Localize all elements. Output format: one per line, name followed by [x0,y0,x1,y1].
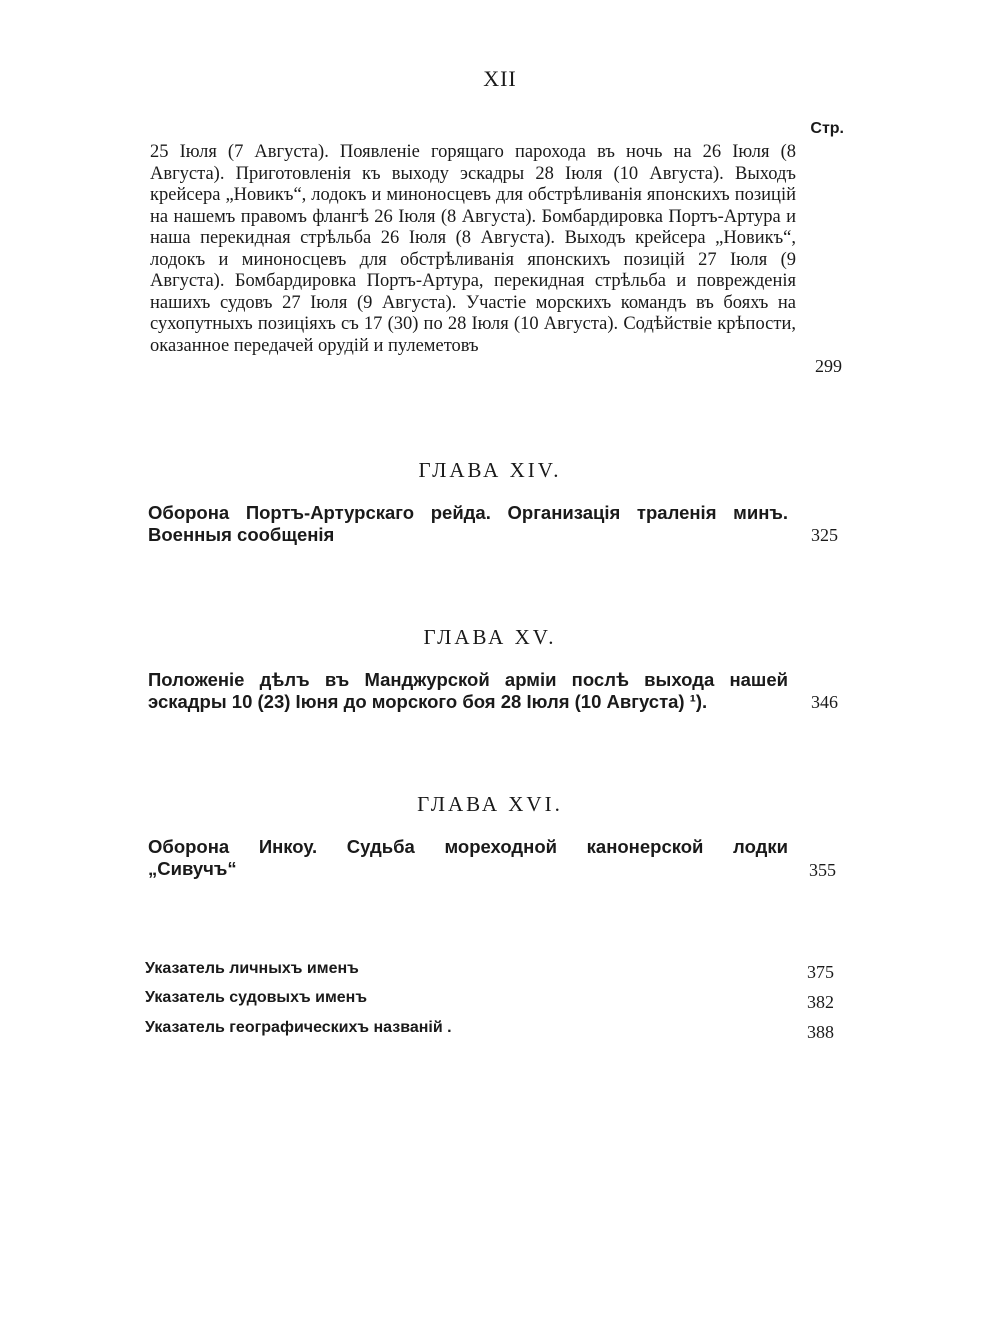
chapter-xiv-title-line2: Военныя сообщенія [148,524,335,545]
chapter-xiv-heading: ГЛАВА XIV. [418,458,562,482]
chapter-xv-title-line1: Положеніе дѣлъ въ Манджурской арміи послѣ выхода нашей [148,669,788,690]
chapter-xvi-heading: ГЛАВА XVI. [417,792,563,816]
index-geographic-names-page: 388 [807,1022,834,1042]
chapter-xv-title-line2: эскадры 10 (23) Іюня до морского боя 28 Іюля (10 Августа) ¹). [148,691,708,712]
page-column-label: Стр. [810,120,844,137]
chapter-xiv-title-line1: Оборона Портъ-Артурскаго рейда. Организація траленія минъ. [148,502,788,523]
chapter-xiv-title [148,502,788,546]
chapter-xvi-title-line1: Оборона Инкоу. Судьба мореходной канонерской лодки [148,836,788,857]
chapter-xiii-continuation: 25 Іюля (7 Августа). Появленіе горящаго парохода въ ночь на 26 Іюля (8 Августа). Приготовленія къ выходу эскадры 28 Іюля (10 Августа). Выходъ крейсера „Новикъ“, лодокъ и миноносцевъ для обстрѣливанія японскихъ позицій на нашемъ правомъ флангѣ 26 Іюля (8 Августа). Бомбардировка Портъ-Артура и наша перекидная стрѣльба 26 Іюля (8 Августа). Выходъ крейсера „Новикъ“, лодокъ и миноносцевъ для обстрѣливанія японскихъ позицій 27 Іюля (9 Августа). Бомбардировка Портъ-Артура, перекидная стрѣльба и поврежденія нашихъ судовъ 27 Іюля (9 Августа). Участіе морскихъ командъ въ бояхъ на сухопутныхъ позиціяхъ съ 17 (30) по 28 Іюля (10 Августа). Содѣйствіе крѣпости, оказанное передачей орудій и пулеметовъ [150,142,796,356]
chapter-xv-heading: ГЛАВА XV. [423,625,557,649]
index-personal-names-page: 375 [807,962,834,982]
index-geographic-names: Указатель географическихъ названій . [145,1019,452,1036]
chapter-xv-title [148,669,788,713]
page-number: XII [483,66,517,91]
chapter-xiv-page-ref: 325 [811,525,838,545]
index-personal-names: Указатель личныхъ именъ [145,960,359,977]
chapter-xvi-title-line2: „Сивучъ“ [148,858,237,879]
index-ship-names: Указатель судовыхъ именъ [145,989,367,1006]
chapter-xiii-page-ref: 299 [815,356,842,376]
chapter-xvi-page-ref: 355 [809,860,836,880]
chapter-xv-page-ref: 346 [811,692,838,712]
index-ship-names-page: 382 [807,992,834,1012]
chapter-xvi-title [148,836,788,880]
